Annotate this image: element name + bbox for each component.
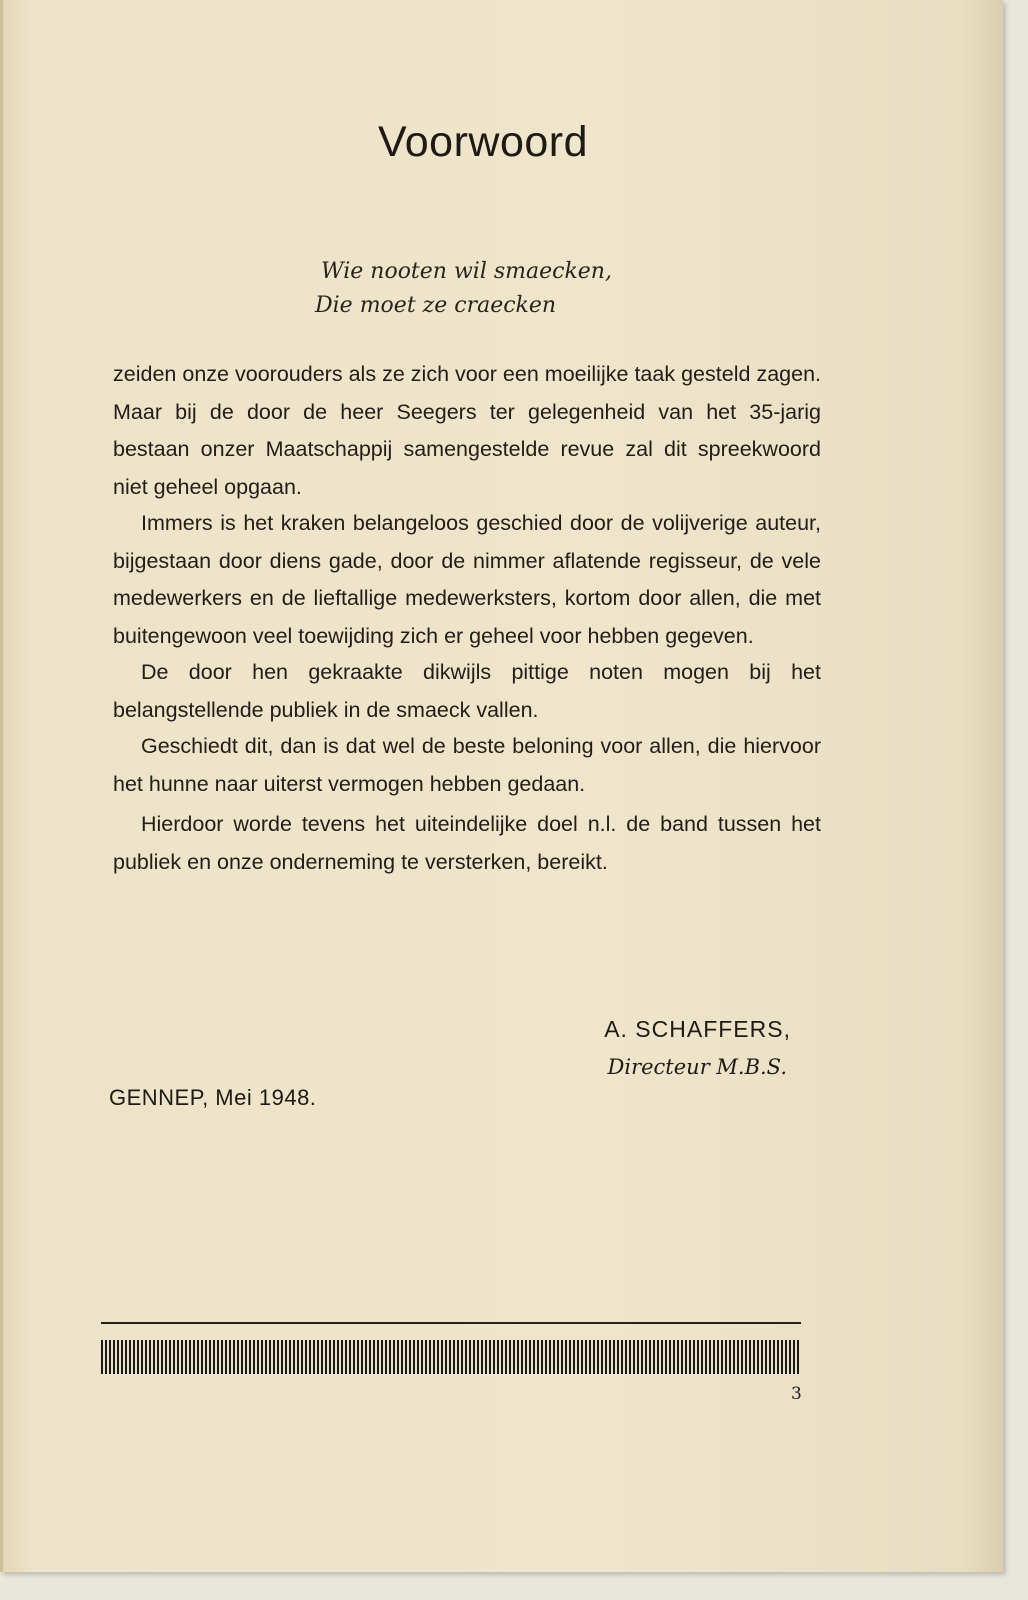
- signature-name: A. SCHAFFERS,: [604, 1016, 791, 1042]
- body-text: [113, 356, 821, 881]
- epigraph: [315, 255, 612, 323]
- paragraph-3: De door hen gekraakte dikwijls pittige noten mogen bij het belangstellende publiek in de smaeck vallen.: [113, 660, 821, 722]
- page-number: 3: [791, 1384, 802, 1404]
- decorative-rule: [101, 1322, 801, 1324]
- signature-role: Directeur M.B.S.: [607, 1055, 787, 1079]
- paragraph-2: Immers is het kraken belangeloos geschied door de volijverige auteur, bijgestaan door diens gade, door de nimmer aflatende regisseur, de vele medewerkers en de lieftallige medewerksters, kortom door allen, die met buitengewoon veel toewijding zich er geheel voor hebben gegeven.: [113, 511, 821, 648]
- decorative-hatched-bar: [101, 1340, 801, 1374]
- epigraph-line-2: Die moet ze craecken: [315, 293, 557, 318]
- epigraph-line-1: Wie nooten wil smaecken,: [321, 259, 612, 284]
- paragraph-1: zeiden onze voorouders als ze zich voor een moeilijke taak gesteld zagen. Maar bij de door de heer Seegers ter gelegenheid van het 35-jarig bestaan onzer Maatschappij samengestelde revue zal dit spreekwoord niet geheel opgaan.: [113, 362, 821, 499]
- paragraph-4: Geschiedt dit, dan is dat wel de beste beloning voor allen, die hiervoor het hunne naar uiterst vermogen hebben gedaan.: [113, 734, 821, 796]
- page-title: Voorwoord: [377, 118, 589, 166]
- place-date: GENNEP, Mei 1948.: [109, 1085, 317, 1110]
- paragraph-5: Hierdoor worde tevens het uiteindelijke doel n.l. de band tussen het publiek en onze onderneming te versterken, bereikt.: [113, 812, 821, 874]
